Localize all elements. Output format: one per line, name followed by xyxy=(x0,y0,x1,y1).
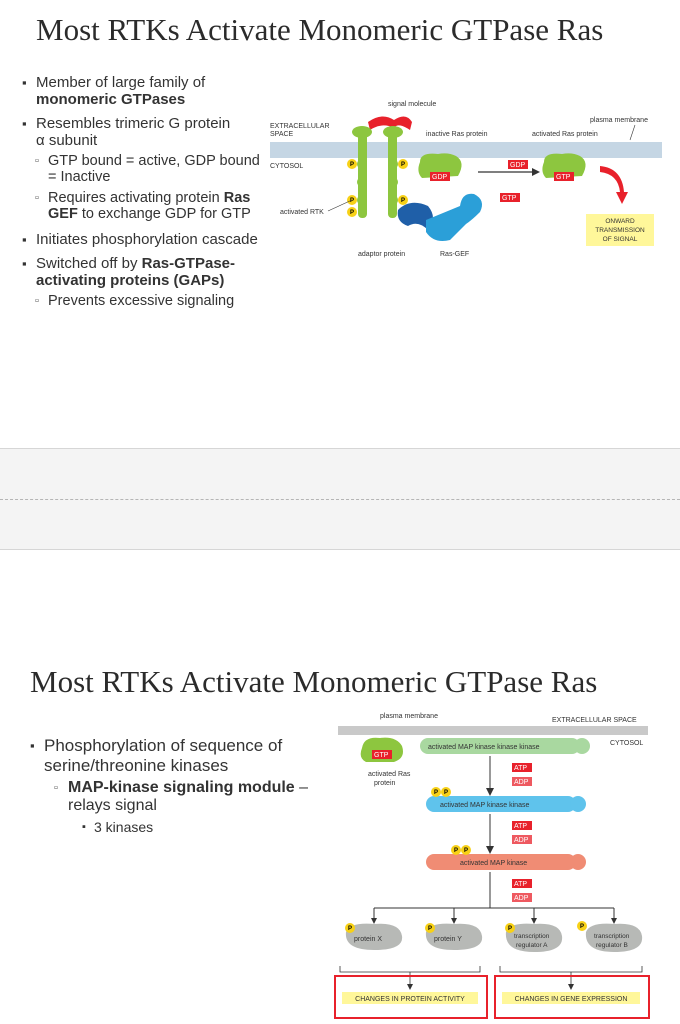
label-atp: ATP xyxy=(514,881,528,888)
label-activated-ras: activated Ras protein xyxy=(532,131,598,138)
label-gtp-bound: GTP xyxy=(502,195,517,202)
svg-text:regulator A: regulator A xyxy=(516,942,548,949)
label-activated-ras: activated Ras xyxy=(368,771,411,778)
label-extracellular-space: EXTRACELLULAR SPACE xyxy=(552,717,637,724)
svg-text:P: P xyxy=(350,198,355,204)
label-gtp: GTP xyxy=(556,174,571,181)
label-inactive-ras: inactive Ras protein xyxy=(426,131,488,138)
svg-text:OF SIGNAL: OF SIGNAL xyxy=(602,236,638,243)
slide-title: Most RTKs Activate Monomeric GTPase Ras xyxy=(30,664,598,699)
label-ras-gef: Ras-GEF xyxy=(440,251,470,258)
bullet-list xyxy=(22,74,267,314)
label-adaptor-protein: adaptor protein xyxy=(358,251,406,258)
svg-text:P: P xyxy=(444,790,449,796)
slide-1 xyxy=(0,0,680,448)
label-mapkkk: activated MAP kinase kinase kinase xyxy=(428,744,540,751)
svg-text:ONWARD: ONWARD xyxy=(605,218,635,225)
label-cytosol: CYTOSOL xyxy=(270,163,304,170)
label-ras-protein: protein xyxy=(374,780,396,787)
svg-text:P: P xyxy=(401,198,406,204)
svg-text:P: P xyxy=(401,162,406,168)
sub-bullet-item: ▫ GTP bound = active, GDP bound = Inactive xyxy=(22,153,267,185)
rtk-dimer xyxy=(352,126,406,218)
svg-text:P: P xyxy=(508,926,513,932)
map-kinase-diagram xyxy=(330,708,675,1020)
ras-activation-diagram xyxy=(270,92,670,264)
label-protein-x: protein X xyxy=(354,936,383,943)
label-changes-protein-activity: CHANGES IN PROTEIN ACTIVITY xyxy=(355,996,465,1003)
label-adp: ADP xyxy=(514,779,529,786)
label-mapk: activated MAP kinase xyxy=(460,860,528,867)
sub-sub-bullet-item: ▪ 3 kinases xyxy=(30,819,330,835)
label-extracellular: EXTRACELLULAR xyxy=(270,123,330,130)
plasma-membrane xyxy=(338,726,648,735)
plasma-membrane xyxy=(270,142,662,158)
label-mapkk: activated MAP kinase kinase xyxy=(440,802,530,809)
label-plasma-membrane: plasma membrane xyxy=(380,713,438,720)
svg-text:P: P xyxy=(434,790,439,796)
bullet-item: ▪ Member of large family of monomeric GTPases xyxy=(22,74,267,108)
bullet-item: ▪ Resembles trimeric G protein α subunit xyxy=(22,115,267,149)
label-adp: ADP xyxy=(514,895,529,902)
svg-text:P: P xyxy=(580,924,585,930)
phosphate-groups xyxy=(347,159,408,217)
svg-text:P: P xyxy=(428,926,433,932)
svg-text:P: P xyxy=(454,848,459,854)
label-signal-molecule: signal molecule xyxy=(388,101,437,108)
label-atp: ATP xyxy=(514,823,528,830)
label-atp: ATP xyxy=(514,765,528,772)
svg-text:TRANSMISSION: TRANSMISSION xyxy=(595,227,645,234)
label-protein-y: protein Y xyxy=(434,936,462,943)
label-plasma-membrane: plasma membrane xyxy=(590,117,648,124)
bullet-list xyxy=(30,736,330,839)
label-activated-rtk: activated RTK xyxy=(280,209,324,216)
label-gdp: GDP xyxy=(432,174,448,181)
label-gdp-released: GDP xyxy=(510,162,526,169)
slide-title: Most RTKs Activate Monomeric GTPase Ras xyxy=(36,12,604,47)
label-gtp: GTP xyxy=(374,752,389,759)
label-transcription-regulator-b: transcription xyxy=(594,933,630,940)
bullet-item: ▪ Switched off by Ras-GTPase-activating proteins (GAPs) xyxy=(22,255,267,289)
sub-bullet-item: ▫ Prevents excessive signaling xyxy=(22,293,267,309)
bullet-item: ▪ Initiates phosphorylation cascade xyxy=(22,231,267,248)
page-break-line xyxy=(0,499,680,500)
sub-bullet-item: ▫ Requires activating protein Ras GEF to exchange GDP for GTP xyxy=(22,190,267,222)
label-extracellular-space: SPACE xyxy=(270,131,294,138)
svg-text:P: P xyxy=(464,848,469,854)
svg-text:P: P xyxy=(348,926,353,932)
label-cytosol: CYTOSOL xyxy=(610,740,644,747)
svg-text:P: P xyxy=(350,210,355,216)
onward-arrow xyxy=(600,166,628,204)
slide-separator xyxy=(0,448,680,550)
label-changes-gene-expression: CHANGES IN GENE EXPRESSION xyxy=(514,996,628,1003)
label-adp: ADP xyxy=(514,837,529,844)
sub-bullet-item: ▫ MAP-kinase signaling module – relays signal xyxy=(30,779,330,815)
ras-gef xyxy=(426,194,482,241)
label-transcription-regulator-a: transcription xyxy=(514,933,550,940)
svg-text:P: P xyxy=(350,162,355,168)
svg-text:regulator B: regulator B xyxy=(596,942,628,949)
bullet-item: ▪ Phosphorylation of sequence of serine/threonine kinases xyxy=(30,736,330,776)
